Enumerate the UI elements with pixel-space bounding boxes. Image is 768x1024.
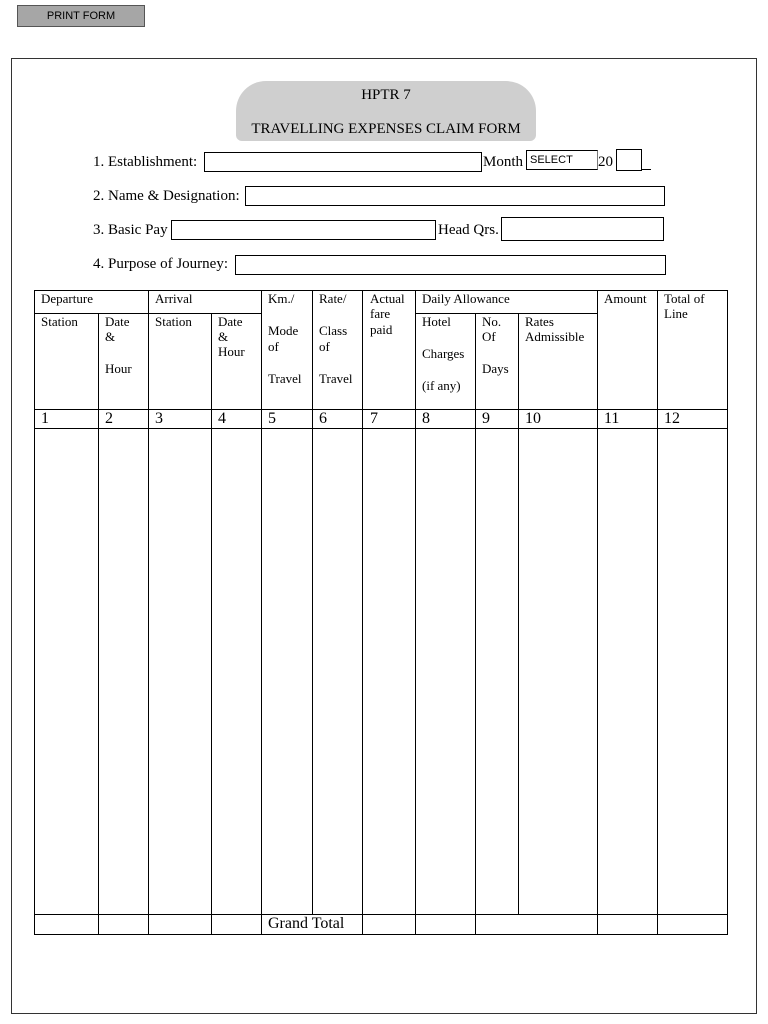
month-label: Month [483,154,524,170]
col-line-9 [518,313,519,915]
dep-date-line1: Date [105,314,130,329]
fare-line3: paid [370,322,393,337]
days-line2: Of [482,329,496,344]
dep-date-line2: & [105,329,116,344]
arrival-station-header: Station [155,314,192,329]
arr-date-line2: & [218,329,229,344]
col-line-8 [475,313,476,935]
km-line2: Mode [268,323,299,338]
col-num-7: 7 [370,410,378,427]
col-line-10 [597,290,598,935]
col-line-1 [98,313,99,935]
col-num-6: 6 [319,410,327,427]
col-num-9: 9 [482,410,490,427]
fare-line1: Actual [370,291,405,306]
month-select[interactable]: SELECT [526,150,598,170]
establishment-label: 1. Establishment: [93,154,198,170]
year-field[interactable] [616,149,642,171]
fare-line2: fare [370,306,391,321]
head-qrs-field[interactable] [501,217,664,241]
dep-date-line3: Hour [105,361,132,376]
rate-line1: Rate/ [319,291,347,306]
col-num-11: 11 [604,410,620,427]
col-num-12: 12 [664,410,680,427]
col-num-8: 8 [422,410,430,427]
col-line-11 [657,290,658,935]
total-line2: Line [664,306,688,321]
hotel-line3: (if any) [422,378,461,393]
year-prefix: 20 [598,154,613,170]
daily-allowance-header: Daily Allowance [422,291,510,306]
days-line1: No. [482,314,502,329]
grand-total-label: Grand Total [268,915,345,932]
rates-line2: Admissible [525,329,585,344]
col-num-1: 1 [41,410,49,427]
year-underline [642,169,651,170]
col-line-3 [211,313,212,935]
name-designation-label: 2. Name & Designation: [93,188,240,204]
col-line-5 [312,290,313,915]
form-code: HPTR 7 [361,87,411,103]
header-bottom-line [34,409,728,410]
col-line-7 [415,290,416,935]
arrival-header: Arrival [155,291,193,306]
total-line1: Total of [664,291,705,306]
form-title: TRAVELLING EXPENSES CLAIM FORM [251,121,521,137]
col-line-0 [34,290,35,935]
basic-pay-label: 3. Basic Pay [93,222,168,238]
km-line1: Km./ [268,291,295,306]
arr-date-line1: Date [218,314,243,329]
hotel-line1: Hotel [422,314,451,329]
col-num-5: 5 [268,410,276,427]
col-line-2 [148,290,149,935]
departure-station-header: Station [41,314,78,329]
days-line3: Days [482,361,509,376]
km-line4: Travel [268,371,302,386]
km-line3: of [268,339,279,354]
name-designation-field[interactable] [245,186,665,206]
basic-pay-field[interactable] [171,220,436,240]
establishment-field[interactable] [204,152,482,172]
numbers-bottom-line [34,428,728,429]
rate-line4: Travel [319,371,353,386]
col-num-3: 3 [155,410,163,427]
rate-line3: of [319,339,330,354]
arr-date-line3: Hour [218,344,245,359]
col-num-2: 2 [105,410,113,427]
purpose-field[interactable] [235,255,666,275]
rate-line2: Class [319,323,348,338]
amount-header: Amount [604,291,647,306]
col-line-12 [727,290,728,935]
table-bottom-border [34,934,728,935]
col-num-10: 10 [525,410,541,427]
print-form-button[interactable]: PRINT FORM [17,5,145,27]
body-bottom-line [34,914,728,915]
col-line-4 [261,290,262,935]
departure-header: Departure [41,291,93,306]
rates-line1: Rates [525,314,554,329]
col-line-6 [362,290,363,935]
col-num-4: 4 [218,410,226,427]
head-qrs-label: Head Qrs. [438,222,499,238]
purpose-label: 4. Purpose of Journey: [93,256,228,272]
hotel-line2: Charges [422,346,465,361]
